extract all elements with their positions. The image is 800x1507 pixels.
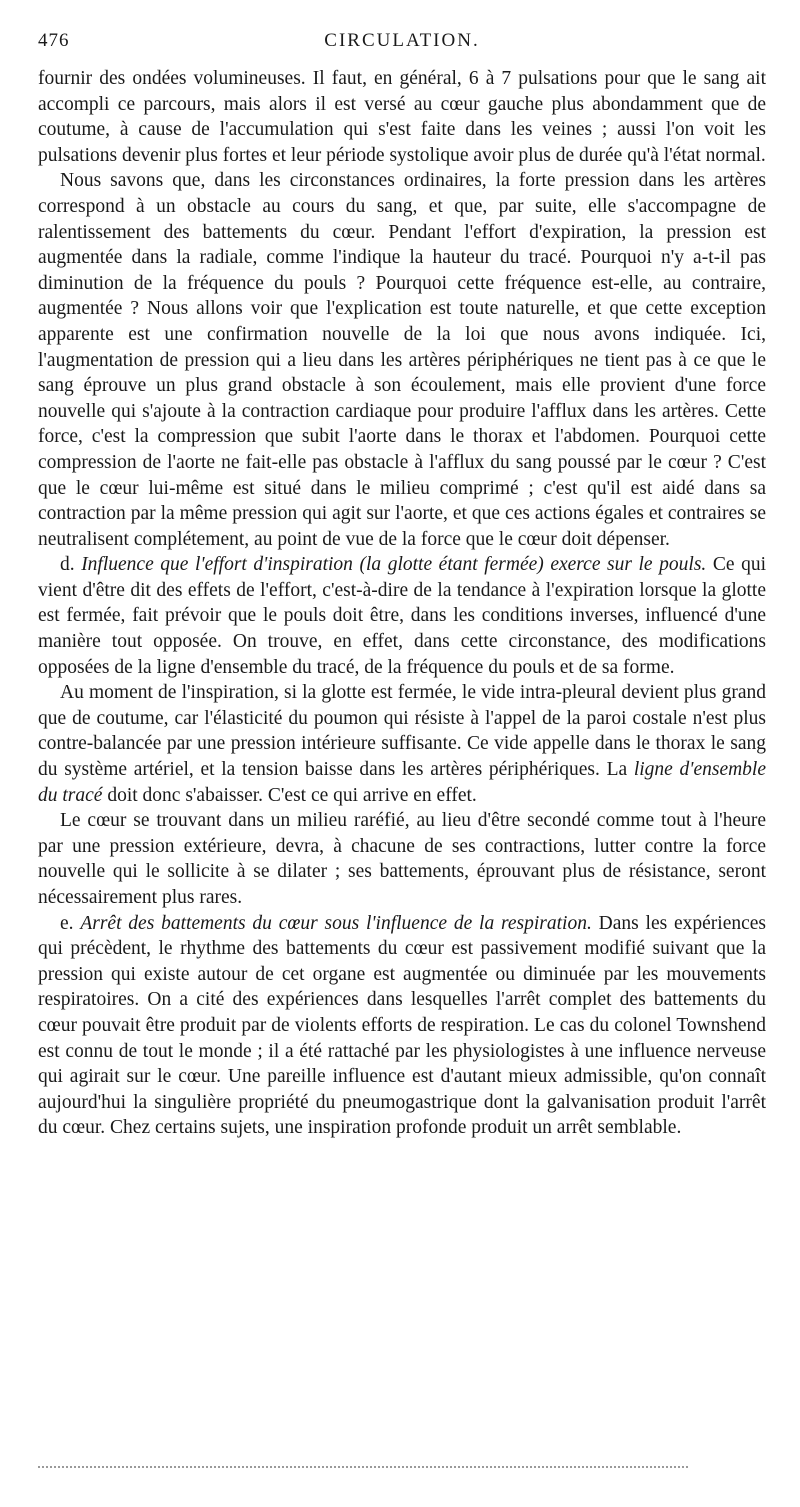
section-d-label: d. — [60, 554, 75, 576]
paragraph-text: Le cœur se trouvant dans un milieu raréfié, au lieu d'être secondé comme tout à l'heure par une pression extérieure, devra, à chacune de ses contractions, lutter contre la force nouvelle qui le sollicite à se dilater ; ses battements, éprouvant plus de résistance, seront nécessairement plus rares. — [38, 810, 766, 908]
paragraph-text-after: doit donc s'abaisser. C'est ce qui arrive en effet. — [107, 784, 477, 806]
running-title: CIRCULATION. — [324, 30, 480, 51]
section-e-paragraph — [38, 911, 766, 1141]
paragraph-continued — [38, 66, 766, 168]
paragraph-text: fournir des ondées volumineuses. Il faut, en général, 6 à 7 pulsations pour que le sang ait accompli ce parcours, mais alors il est versé au cœur gauche plus abondamment que de coutume, à cause de l'accumulation qui s'est faite dans les veines ; aussi l'on voit les pulsations devenir plus fortes et leur période systolique avoir plus de durée qu'à l'état normal. — [38, 68, 766, 166]
page-number: 476 — [38, 30, 70, 51]
paragraph-inspiration — [38, 680, 766, 808]
section-e-label: e. — [60, 912, 74, 934]
footer-dotted-rule — [38, 1466, 688, 1468]
section-e-heading: Arrêt des battements du cœur sous l'influence de la respiration. — [80, 912, 592, 934]
paragraph-italic-term: ligne d'ensemble du tracé — [38, 759, 767, 806]
paragraph-pressure-explanation — [38, 168, 766, 552]
body-text — [38, 66, 766, 1141]
section-d-heading: Influence que l'effort d'inspiration (la glotte étant fermée) exerce sur le pouls. — [81, 554, 707, 576]
paragraph-text-before: Au moment de l'inspiration, si la glotte est fermée, le vide intra-pleural devient plus grand que de coutume, car l'élasticité du poumon qui résiste à l'appel de la paroi costale n'est plus contre-balancée par une pression intérieure suffisante. Ce vide appelle dans le thorax le sang du système artériel, et la tension baisse dans les artères périphériques. La — [38, 682, 766, 781]
paragraph-text: Nous savons que, dans les circonstances ordinaires, la forte pression dans les artères correspond à un obstacle au cours du sang, et que, par suite, elle s'accompagne de ralentissement des battements du cœur. Pendant l'effort d'expiration, la pression est augmentée dans la radiale, comme l'indique la hauteur du tracé. Pourquoi n'y a-t-il pas diminution de la fréquence du pouls ? Pourquoi cette fréquence est-elle, au contraire, augmentée ? Nous allons voir que l'explication est toute naturelle, et que cette exception apparente est une confirmation nouvelle de la loi que nous avons indiquée. Ici, l'augmentation de pression qui a lieu dans les artères périphériques ne tient pas à ce que le sang éprouve un plus grand obstacle à son écoulement, mais elle provient d'une force nouvelle qui s'ajoute à la contraction cardiaque pour produire l'afflux dans les artères. Cette force, c'est la compression que subit l'aorte dans le thorax et l'abdomen. Pourquoi cette compression de l'aorte ne fait-elle pas obstacle à l'afflux du sang poussé par le cœur ? C'est que le cœur lui-même est situé dans le milieu comprimé ; c'est qu'il est aidé dans sa contraction par la même pression qui agit sur l'aorte, et que ces actions égales et contraires se neutralisent complétement, au point de vue de la force que le cœur doit dépenser. — [38, 170, 766, 550]
paragraph-text: Ce qui vient d'être dit des effets de l'effort, c'est-à-dire de la tendance à l'expiration lorsque la glotte est fermée, fait prévoir que le pouls doit être, dans les conditions inverses, influencé d'une manière tout opposée. On trouve, en effet, dans cette circonstance, des modifications opposées de la ligne d'ensemble du tracé, de la fréquence du pouls et de sa forme. — [38, 554, 766, 678]
paragraph-text: Dans les expériences qui précèdent, le rhythme des battements du cœur est passivement modifié suivant que la pression qui existe autour de cet organe est augmentée ou diminuée par les mouvements respiratoires. On a cité des expériences dans lesquelles l'arrêt complet des battements du cœur pouvait être produit par de violents efforts de respiration. Le cas du colonel Townshend est connu de tout le monde ; il a été rattaché par les physiologistes à une influence nerveuse qui agirait sur le cœur. Une pareille influence est d'autant mieux admissible, qu'on connaît aujourd'hui la singulière propriété du pneumogastrique dont la galvanisation produit l'arrêt du cœur. Chez certains sujets, une inspiration profonde produit un arrêt semblable. — [38, 912, 767, 1139]
running-head — [38, 30, 766, 60]
book-page — [38, 30, 766, 1141]
paragraph-rarefied-medium — [38, 808, 766, 910]
section-d-paragraph — [38, 552, 766, 680]
